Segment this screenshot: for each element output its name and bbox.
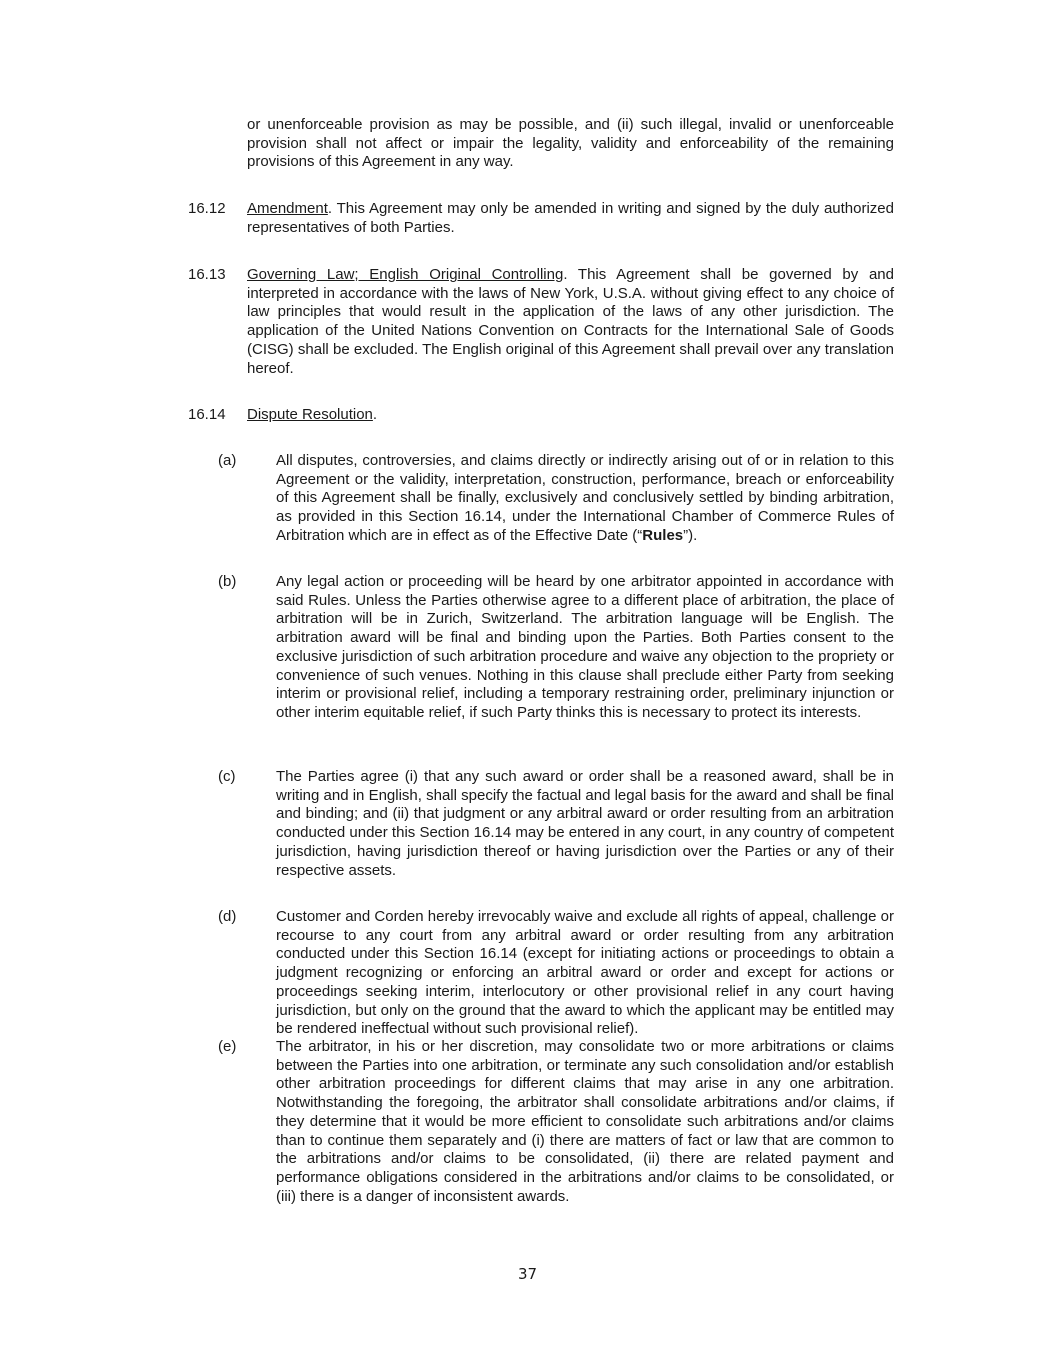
carryover-text: or unenforceable provision as may be possible, and (ii) such illegal, invalid or unenforceable provision shall not affect or impair the legality, validity and enforceability of the remaining provisions of this Agreement in any way. xyxy=(247,116,894,171)
section-16-13-text: . This Agreement shall be governed by and interpreted in accordance with the laws of New York, U.S.A. without giving effect to any choice of law principles that would result in the application of the laws of any other jurisdiction. The application of the United Nations Convention on Contracts for the International Sale of Goods (CISG) shall be excluded. The English original of this Agreement shall prevail over any translation hereof. xyxy=(247,266,894,377)
page-number: 37 xyxy=(517,1265,538,1283)
section-number-16-12: 16.12 xyxy=(188,200,226,217)
section-16-12-body xyxy=(247,200,894,237)
subsection-label-e: (e) xyxy=(218,1038,237,1055)
subsection-label-d: (d) xyxy=(218,908,237,925)
subsection-a-body xyxy=(276,452,894,546)
subsection-d-text: Customer and Corden hereby irrevocably waive and exclude all rights of appeal, challenge or recourse to any court from any arbitral award or order resulting from any arbitration conducted under this Section 16.14 (except for initiating actions or proceedings to obtain a judgment recognizing or enforcing an arbitral award or order and except for actions or proceedings seeking interim, interlocutory or other provisional relief in any court having jurisdiction, but only on the ground that the award to which the applicant may be entitled may be rendered ineffectual without such provisional relief). xyxy=(276,908,894,1038)
subsection-c-body xyxy=(276,768,894,880)
section-16-12-paragraph xyxy=(247,200,894,237)
carryover-paragraph xyxy=(247,116,894,172)
subsection-label-c: (c) xyxy=(218,768,236,785)
section-16-13-heading: Governing Law; English Original Controlling xyxy=(247,266,564,283)
section-16-14-text: . xyxy=(372,406,378,423)
section-16-14-body xyxy=(247,406,894,425)
subsection-a-text-before: All disputes, controversies, and claims directly or indirectly arising out of or in relation to this Agreement or the validity, interpretation, construction, performance, breach or enforceability of this Agreement shall be finally, exclusively and conclusively settled by binding arbitration, as provided in this Section 16.14, under the International Chamber of Commerce Rules of Arbitration which are in effect as of the Effective Date (“ xyxy=(276,452,894,544)
section-16-14-heading: Dispute Resolution xyxy=(247,406,373,423)
subsection-a-text-after: ”). xyxy=(683,526,698,544)
subsection-b-body xyxy=(276,573,894,723)
section-16-12-text: . This Agreement may only be amended in writing and signed by the duly authorized representatives of both Parties. xyxy=(247,200,894,236)
subsection-c-text: The Parties agree (i) that any such award or order shall be a reasoned award, shall be in writing and in English, shall specify the factual and legal basis for the award and shall be final and binding; and (ii) that judgment or any arbitral award or order resulting from an arbitration conducted under this Section 16.14 may be entered in any court, in any country of competent jurisdiction, having jurisdiction thereof or having jurisdiction over the Parties or any of their respective assets. xyxy=(276,768,894,879)
subsection-e-body xyxy=(276,1038,894,1206)
subsection-d-body xyxy=(276,908,894,1039)
section-16-12-heading: Amendment xyxy=(247,200,328,217)
subsection-label-b: (b) xyxy=(218,573,237,590)
section-16-14-paragraph xyxy=(247,406,894,425)
subsection-label-a: (a) xyxy=(218,452,237,469)
defined-term-rules: Rules xyxy=(642,526,684,544)
section-number-16-14: 16.14 xyxy=(188,406,226,423)
subsection-a-paragraph xyxy=(276,452,894,546)
section-16-13-body xyxy=(247,266,894,378)
section-16-13-paragraph xyxy=(247,266,894,378)
section-number-16-13: 16.13 xyxy=(188,266,226,283)
subsection-e-text: The arbitrator, in his or her discretion, may consolidate two or more arbitrations or claims between the Parties into one arbitration, or terminate any such consolidation and/or establish other arbitration proceedings for different claims that may arise in any one arbitration. Notwithstanding the foregoing, the arbitrator shall consolidate arbitrations and/or claims, if they determine that it would be more efficient to consolidate such arbitrations and/or claims than to continue them separately and (i) there are matters of fact or law that are common to the arbitrations and/or claims to be consolidated, (ii) there are related payment and performance obligations considered in the arbitrations and/or claims to be consolidated, or (iii) there is a danger of inconsistent awards. xyxy=(276,1038,894,1205)
subsection-b-text: Any legal action or proceeding will be heard by one arbitrator appointed in accordance with said Rules. Unless the Parties otherwise agree to a different place of arbitration, the place of arbitration will be in Zurich, Switzerland. The arbitration language will be English. The arbitration award will be final and binding upon the Parties. Both Parties consent to the exclusive jurisdiction of such arbitration procedure and waive any objection to the propriety or convenience of such venues. Nothing in this clause shall preclude either Party from seeking interim or provisional relief, including a temporary restraining order, preliminary injunction or other interim equitable relief, if such Party thinks this is necessary to protect its interests. xyxy=(276,573,894,721)
